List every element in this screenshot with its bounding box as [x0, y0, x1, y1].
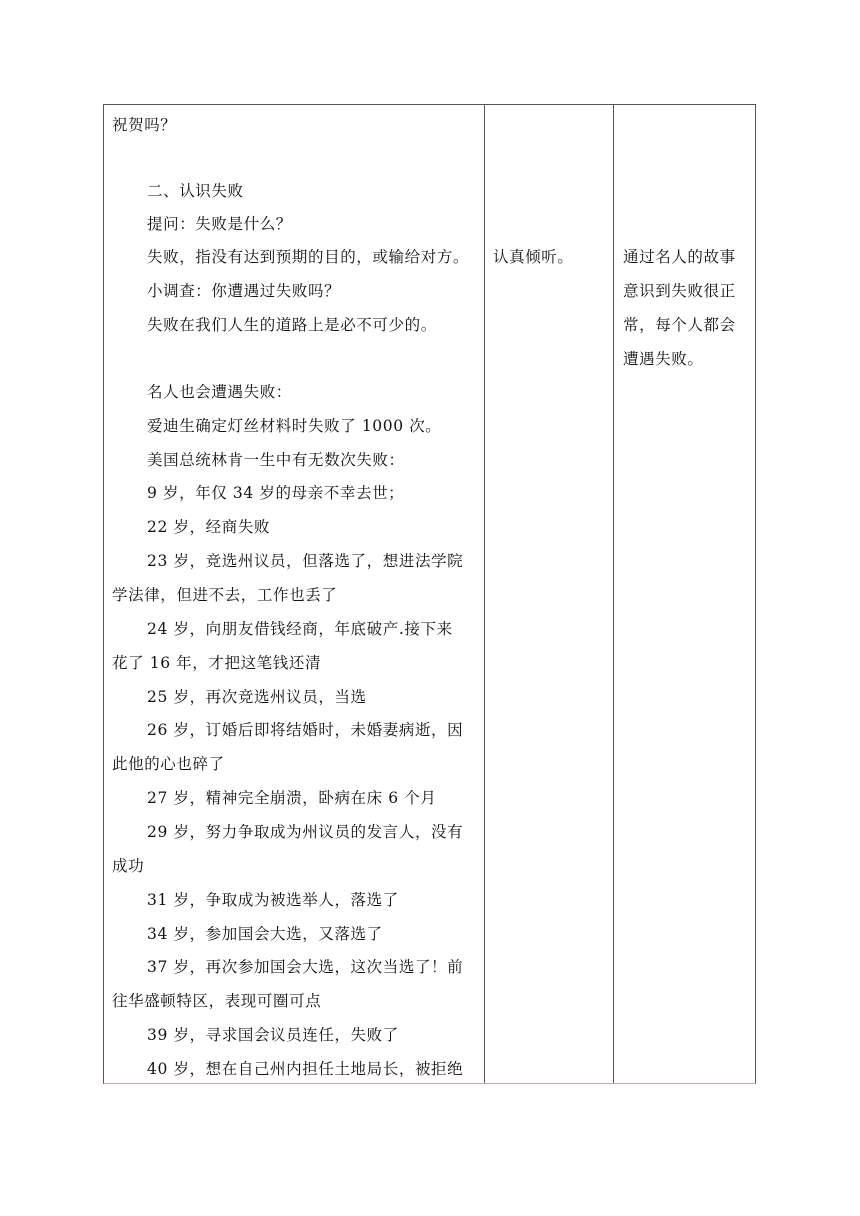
- design-intent-text: 遭遇失败。: [623, 350, 704, 368]
- teaching-text-line: 失败在我们人生的道路上是必不可少的。: [147, 316, 437, 334]
- student-activity-text: 认真倾听。: [493, 248, 574, 266]
- column-divider: [613, 105, 614, 1083]
- teaching-text-line: 美国总统林肯一生中有无数次失败：: [147, 451, 405, 469]
- teaching-text-line: 成功: [112, 857, 145, 875]
- teaching-text-line: 22 岁，经商失败: [147, 518, 271, 536]
- teaching-text-line: 27 岁，精神完全崩溃，卧病在床 6 个月: [147, 789, 437, 807]
- teaching-text-line: 往华盛顿特区，表现可圈可点: [112, 992, 322, 1010]
- teaching-text-line: 40 岁，想在自己州内担任土地局长，被拒绝: [147, 1060, 464, 1078]
- teaching-text-line: 爱迪生确定灯丝材料时失败了 1000 次。: [147, 417, 442, 435]
- teaching-text-line: 37 岁，再次参加国会大选，这次当选了！前: [147, 958, 464, 976]
- teaching-text-line: 24 岁，向朋友借钱经商，年底破产.接下来: [147, 620, 453, 638]
- teaching-text-line: 此他的心也碎了: [112, 755, 225, 773]
- teaching-text-line: 31 岁，争取成为被选举人，落选了: [147, 891, 399, 909]
- teaching-text-line: 29 岁，努力争取成为州议员的发言人，没有: [147, 823, 464, 841]
- design-intent-text: 常，每个人都会: [623, 316, 736, 334]
- teaching-text-line: 34 岁，参加国会大选，又落选了: [147, 925, 383, 943]
- design-intent-text: 意识到失败很正: [623, 282, 736, 300]
- teaching-text-line: 二、认识失败: [147, 182, 244, 200]
- teaching-text-line: 26 岁，订婚后即将结婚时，未婚妻病逝，因: [147, 721, 464, 739]
- teaching-text-line: 9 岁，年仅 34 岁的母亲不幸去世；: [147, 484, 405, 502]
- teaching-text-line: 小调查：你遭遇过失败吗？: [147, 282, 341, 300]
- lesson-plan-table: [103, 104, 756, 1084]
- teaching-text-line: 提问：失败是什么？: [147, 215, 292, 233]
- teaching-text-line: 花了 16 年，才把这笔钱还清: [112, 654, 322, 672]
- teaching-text-line: 25 岁，再次竞选州议员，当选: [147, 688, 367, 706]
- design-intent-text: 通过名人的故事: [623, 248, 736, 266]
- teaching-text-line: 祝贺吗？: [112, 116, 177, 134]
- teaching-text-line: 失败，指没有达到预期的目的，或输给对方。: [147, 248, 470, 266]
- column-divider: [484, 105, 485, 1083]
- teaching-text-line: 39 岁，寻求国会议员连任，失败了: [147, 1026, 399, 1044]
- teaching-text-line: 23 岁，竞选州议员，但落选了，想进法学院: [147, 552, 464, 570]
- teaching-text-line: 名人也会遭遇失败：: [147, 383, 292, 401]
- teaching-text-line: 学法律，但进不去，工作也丢了: [112, 586, 338, 604]
